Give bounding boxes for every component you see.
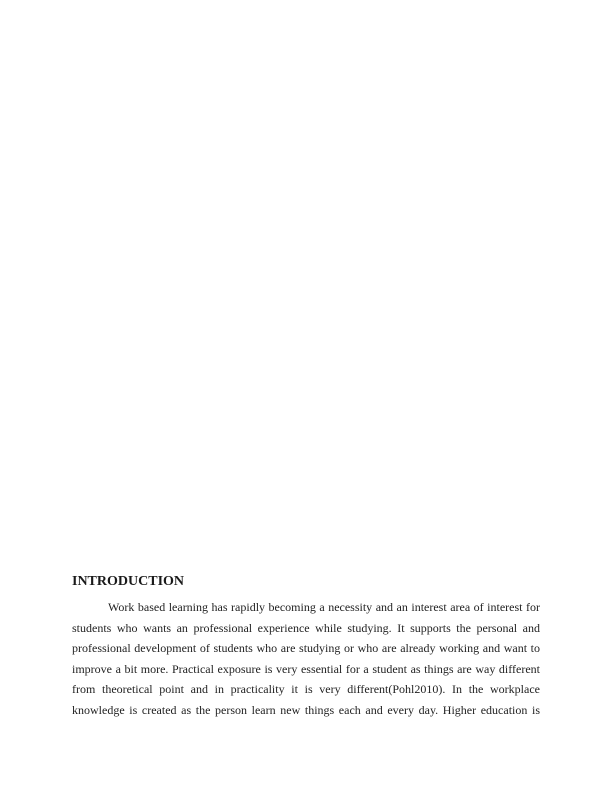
paragraph-line: improve a bit more. Practical exposure is very essential for a student as things are way different xyxy=(72,661,540,676)
paragraph-line: professional development of students who are studying or who are already working and want to xyxy=(72,641,540,655)
introduction-paragraph xyxy=(72,597,540,720)
paragraph-line: knowledge is created as the person learn new things each and every day. Higher education is xyxy=(72,702,540,717)
paragraph-line: Work based learning has rapidly becoming a necessity and an interest area of interest for xyxy=(108,600,540,614)
paragraph-line: from theoretical point and in practicality it is very different(Pohl2010). In the workplace xyxy=(72,682,540,696)
paragraph-line: students who wants an professional experience while studying. It supports the personal and xyxy=(72,620,540,635)
section-heading: INTRODUCTION xyxy=(72,574,185,589)
page-content xyxy=(72,573,540,720)
